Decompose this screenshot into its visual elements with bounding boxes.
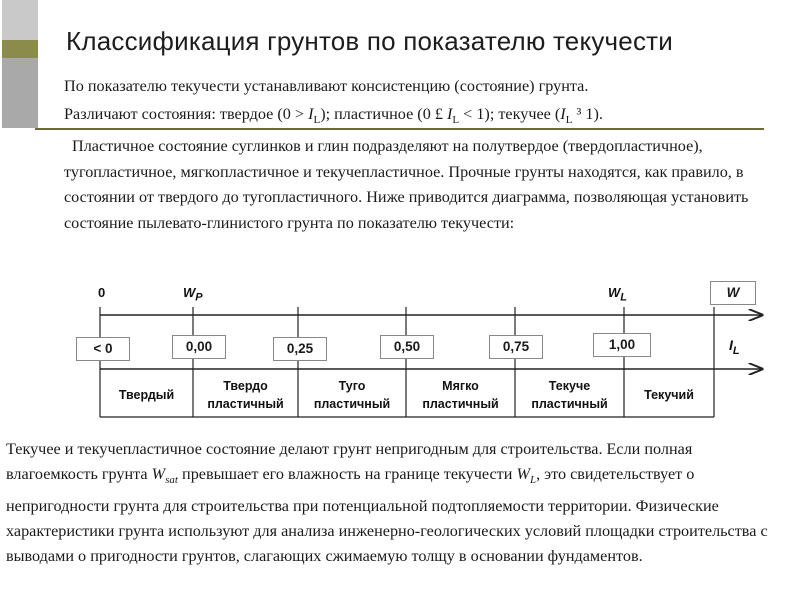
w-label-box: W bbox=[710, 281, 756, 305]
value-box-0-50: 0,50 bbox=[380, 335, 434, 359]
intro-line-1: По показателю текучести устанавливают консистенцию (состояние) грунта. bbox=[64, 77, 589, 95]
value-box-1-00: 1,00 bbox=[593, 333, 651, 357]
state-fluid-plastic: Текуче пластичный bbox=[531, 379, 608, 411]
state-solid: Твердый bbox=[118, 388, 175, 402]
intro-line-2: Различают состояния: твердое $(0 > I_L)$; пластичное (0 £ $I_L < 1$); текучее ($I_L$ ³ 1). bbox=[64, 105, 603, 127]
slide-title: Классификация грунтов по показателю текучести bbox=[66, 26, 673, 56]
value-box-below-zero: < 0 bbox=[76, 337, 130, 361]
state-semi-solid: Твердо пластичный bbox=[207, 379, 284, 411]
wp-label: $W_P$ bbox=[183, 285, 203, 304]
state-fluid: Текучий bbox=[644, 388, 694, 402]
value-box-0-25: 0,25 bbox=[273, 337, 327, 361]
liquidity-index-diagram bbox=[60, 277, 770, 427]
wl-label: $W_L$ bbox=[608, 285, 628, 304]
il-axis-label: $I_L$ bbox=[729, 337, 740, 357]
horizontal-rule bbox=[35, 128, 764, 130]
zero-label: 0 bbox=[98, 285, 106, 300]
value-box-0-75: 0,75 bbox=[489, 335, 543, 359]
plastic-state-paragraph: Пластичное состояние суглинков и глин подразделяют на полутвердое (твердопластичное), тугопластичное, мягкопластичное и текучепластичное. Прочные грунты находятся, как правило, в состоянии от твердого до тугопластичного. Ниже приводится диаграмма, позволяющая установить состояние пылевато-глинистого грунта по показателю текучести: bbox=[64, 137, 749, 232]
state-stiff-plastic: Туго пластичный bbox=[313, 379, 391, 411]
state-soft-plastic: Мягко пластичный bbox=[422, 379, 499, 411]
conclusion-paragraph: Текучее и текучепластичное состояние делают грунт непригодным для строительства. Если полная влагоемкость грунта $W_{sat}$ превышает его влажность на границе текучести $W_L$, это свидетельствует о непригодности грунта для строительства при потенциальной подтопляемости территории. Физические характеристики грунта используют для анализа инженерно-геологических условий площадки строительства с выводами о пригодности грунтов, слагающих сжимаемую толщу в основании фундаментов. bbox=[6, 440, 768, 566]
intro-paragraph bbox=[64, 72, 784, 134]
value-box-0-00: 0,00 bbox=[172, 335, 226, 359]
slide-accent-bar bbox=[0, 0, 38, 150]
